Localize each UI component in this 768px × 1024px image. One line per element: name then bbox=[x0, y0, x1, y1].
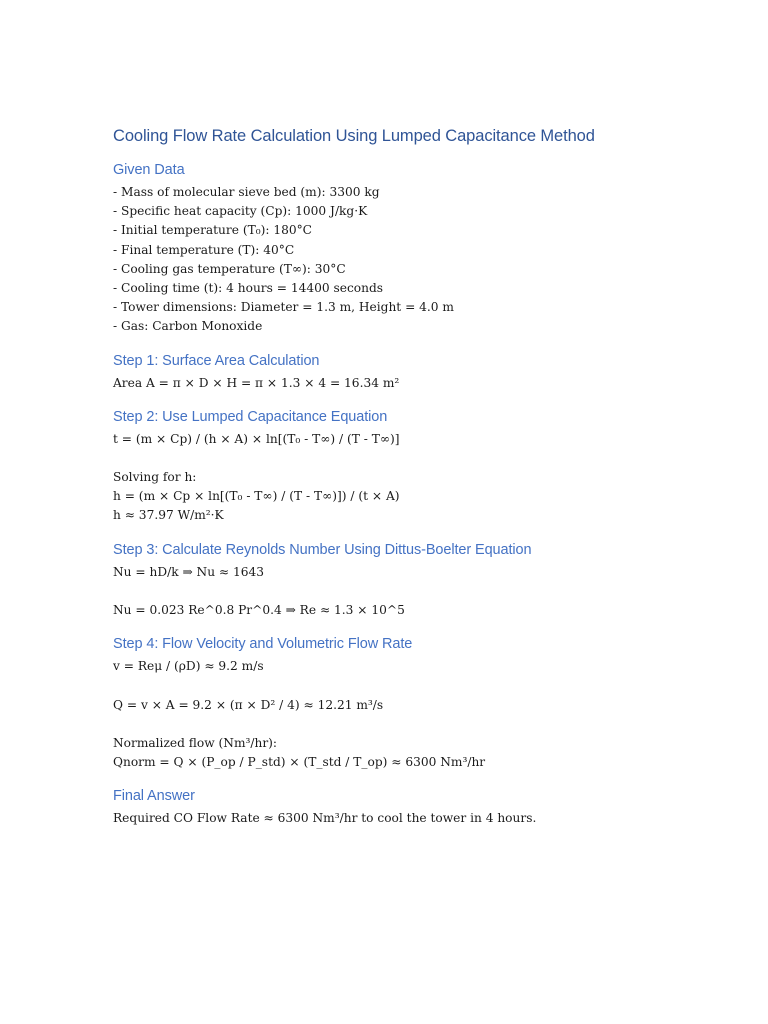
blank-line bbox=[113, 582, 713, 601]
step-2-heading: Step 2: Use Lumped Capacitance Equation bbox=[113, 408, 388, 425]
equation-line: h = (m × Cp × ln[(T₀ - T∞) / (T - T∞)]) / (t × A) bbox=[113, 489, 400, 504]
given-line: - Specific heat capacity (Cp): 1000 J/kg·K bbox=[113, 204, 368, 219]
equation-line: v = Reμ / (ρD) ≈ 9.2 m/s bbox=[113, 659, 264, 674]
given-line: - Cooling gas temperature (T∞): 30°C bbox=[113, 261, 346, 276]
document-body bbox=[113, 124, 713, 829]
given-data-heading: Given Data bbox=[113, 162, 185, 178]
step-1-heading: Step 1: Surface Area Calculation bbox=[113, 352, 320, 369]
section-step-3 bbox=[113, 540, 713, 621]
blank-line bbox=[113, 676, 713, 695]
equation-line: Q = v × A = 9.2 × (π × D² / 4) ≈ 12.21 m³/s bbox=[113, 697, 384, 712]
step-3-heading: Step 3: Calculate Reynolds Number Using Dittus-Boelter Equation bbox=[113, 541, 532, 558]
blank-line bbox=[113, 715, 713, 734]
given-line: - Tower dimensions: Diameter = 1.3 m, Height = 4.0 m bbox=[113, 300, 454, 315]
given-line: - Initial temperature (T₀): 180°C bbox=[113, 223, 313, 238]
given-line: - Mass of molecular sieve bed (m): 3300 kg bbox=[113, 185, 380, 199]
final-answer-body bbox=[113, 809, 713, 828]
given-line: - Final temperature (T): 40°C bbox=[113, 242, 295, 257]
section-step-1 bbox=[113, 351, 713, 393]
equation-line: t = (m × Cp) / (h × A) × ln[(T₀ - T∞) / (T - T∞)] bbox=[113, 431, 400, 446]
equation-line: Qnorm = Q × (P_op / P_std) × (T_std / T_op) ≈ 6300 Nm³/hr bbox=[113, 755, 486, 770]
given-data-body bbox=[113, 183, 713, 337]
document-title: Cooling Flow Rate Calculation Using Lumped Capacitance Method bbox=[113, 127, 595, 145]
given-line: - Cooling time (t): 4 hours = 14400 seconds bbox=[113, 280, 384, 295]
section-final-answer bbox=[113, 786, 713, 828]
step-3-body bbox=[113, 563, 713, 621]
step-4-heading: Step 4: Flow Velocity and Volumetric Flow Rate bbox=[113, 636, 413, 653]
final-answer-heading: Final Answer bbox=[113, 788, 195, 805]
text-line: Solving for h: bbox=[113, 470, 197, 485]
equation-line: Nu = hD/k ⇒ Nu ≈ 1643 bbox=[113, 564, 265, 579]
section-step-2 bbox=[113, 407, 713, 526]
step-4-body bbox=[113, 657, 713, 772]
given-line: - Gas: Carbon Monoxide bbox=[113, 319, 263, 334]
equation-line: Nu = 0.023 Re^0.8 Pr^0.4 ⇒ Re ≈ 1.3 × 10^5 bbox=[113, 603, 405, 617]
step-2-body bbox=[113, 430, 713, 526]
section-given-data bbox=[113, 160, 713, 337]
step-1-body bbox=[113, 374, 713, 393]
text-line: Normalized flow (Nm³/hr): bbox=[113, 735, 278, 750]
section-step-4 bbox=[113, 634, 713, 772]
final-answer-line: Required CO Flow Rate ≈ 6300 Nm³/hr to cool the tower in 4 hours. bbox=[113, 811, 537, 826]
blank-line bbox=[113, 449, 713, 468]
equation-line: Area A = π × D × H = π × 1.3 × 4 = 16.34 m² bbox=[113, 375, 400, 390]
result-line: h ≈ 37.97 W/m²·K bbox=[113, 508, 224, 523]
